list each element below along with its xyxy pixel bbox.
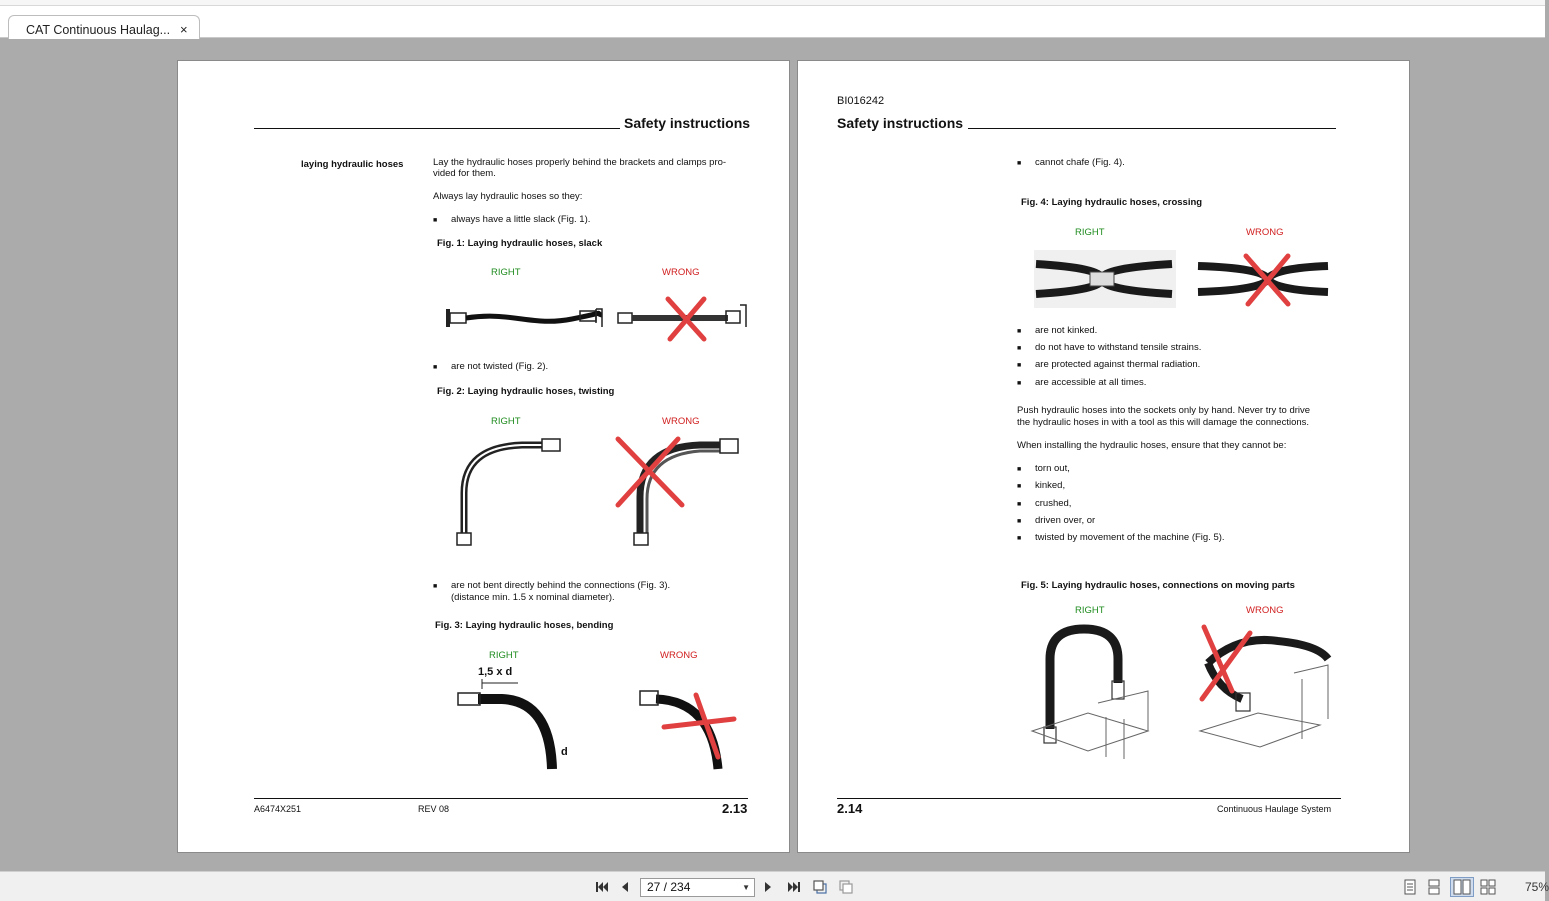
fig2-caption: Fig. 2: Laying hydraulic hoses, twisting: [437, 386, 615, 397]
fig5-caption: Fig. 5: Laying hydraulic hoses, connections on moving parts: [1021, 580, 1295, 591]
page-right: [797, 60, 1410, 853]
fig4-right-label: RIGHT: [1075, 227, 1105, 238]
fig1-illustration: [442, 291, 762, 341]
intro-line-1: Lay the hydraulic hoses properly behind the brackets and clamps pro-: [433, 157, 727, 168]
bullet-kinked: ■ are not kinked.: [1035, 325, 1097, 336]
page-number-right: 2.14: [837, 801, 863, 816]
page-header: Safety instructions: [837, 115, 964, 131]
header-rule: [254, 128, 620, 129]
header-rule: [968, 128, 1336, 129]
bullet-torn: ■ torn out,: [1035, 463, 1070, 474]
fig4-wrong-label: WRONG: [1246, 227, 1284, 238]
footer-rule: [254, 798, 748, 799]
bullet-accessible: ■ are accessible at all times.: [1035, 377, 1146, 388]
next-page-icon[interactable]: [758, 877, 778, 897]
fig3-wrong-label: WRONG: [660, 650, 698, 661]
fit-icon[interactable]: [836, 877, 856, 897]
continuous-icon[interactable]: [1424, 877, 1444, 897]
chevron-down-icon: ▼: [742, 883, 750, 892]
footer-rule: [837, 798, 1341, 799]
fig5-illustration: [1028, 619, 1338, 764]
close-icon[interactable]: ×: [180, 22, 188, 37]
side-label: laying hydraulic hoses: [301, 159, 404, 170]
fig2-illustration: [442, 433, 762, 553]
bullet-bent-1: ■ are not bent directly behind the connections (Fig. 3).: [451, 580, 670, 591]
first-page-icon[interactable]: [592, 877, 612, 897]
bullet-slack: ■ always have a little slack (Fig. 1).: [451, 214, 590, 225]
fig5-right-label: RIGHT: [1075, 605, 1105, 616]
last-page-icon[interactable]: [784, 877, 804, 897]
push-line-1: Push hydraulic hoses into the sockets only by hand. Never try to drive: [1017, 405, 1311, 416]
page-number-value: 27 / 234: [647, 880, 691, 894]
bullet-twisted-movement: ■ twisted by movement of the machine (Fig. 5).: [1035, 532, 1225, 543]
bullet-thermal: ■ are protected against thermal radiation.: [1035, 359, 1200, 370]
push-line-2: the hydraulic hoses in with a tool as this will damage the connections.: [1017, 417, 1310, 428]
d-label: d: [561, 746, 568, 758]
page-number-field[interactable]: [640, 878, 755, 897]
when-text: When installing the hydraulic hoses, ensure that they cannot be:: [1017, 440, 1287, 451]
bullet-crushed: ■ crushed,: [1035, 498, 1071, 509]
fig4-illustration: [1032, 244, 1342, 314]
fig2-right-label: RIGHT: [491, 416, 521, 427]
page-left: [177, 60, 790, 853]
doc-id: BI016242: [837, 95, 885, 107]
rotate-icon[interactable]: [810, 877, 830, 897]
fig1-wrong-label: WRONG: [662, 267, 700, 278]
bullet-driven: ■ driven over, or: [1035, 515, 1095, 526]
page-number-left: 2.13: [722, 801, 748, 816]
document-tab-label: CAT Continuous Haulag...: [26, 23, 171, 37]
fig3-caption: Fig. 3: Laying hydraulic hoses, bending: [435, 620, 614, 631]
footer-rev: REV 08: [418, 804, 450, 814]
fig4-caption: Fig. 4: Laying hydraulic hoses, crossing: [1021, 197, 1203, 208]
single-page-icon[interactable]: [1400, 877, 1420, 897]
zoom-level[interactable]: 75%: [1525, 880, 1549, 894]
prev-page-icon[interactable]: [615, 877, 635, 897]
bullet-twisted: ■ are not twisted (Fig. 2).: [451, 361, 548, 372]
bullet-tensile: ■ do not have to withstand tensile strains.: [1035, 342, 1201, 353]
intro-line-2: vided for them.: [433, 168, 496, 179]
bullet-kinked-2: ■ kinked,: [1035, 480, 1065, 491]
fig3-illustration: [442, 679, 762, 774]
fig3-right-label: RIGHT: [489, 650, 519, 661]
scroll-icon[interactable]: [1478, 877, 1498, 897]
footer-code: A6474X251: [254, 804, 302, 814]
fig5-wrong-label: WRONG: [1246, 605, 1284, 616]
bullet-chafe: ■ cannot chafe (Fig. 4).: [1035, 157, 1125, 168]
footer-title: Continuous Haulage System: [1217, 804, 1332, 814]
fig1-right-label: RIGHT: [491, 267, 521, 278]
page-header: Safety instructions: [624, 115, 751, 131]
fig1-caption: Fig. 1: Laying hydraulic hoses, slack: [437, 238, 603, 249]
tab-bar: [0, 6, 1545, 38]
dim-label: 1,5 x d: [478, 666, 513, 678]
fig2-wrong-label: WRONG: [662, 416, 700, 427]
bullet-bent-2: (distance min. 1.5 x nominal diameter).: [451, 592, 615, 603]
facing-icon[interactable]: [1450, 877, 1474, 897]
document-viewer[interactable]: [0, 39, 1545, 871]
navigation-toolbar: [0, 871, 1549, 901]
always-text: Always lay hydraulic hoses so they:: [433, 191, 583, 202]
